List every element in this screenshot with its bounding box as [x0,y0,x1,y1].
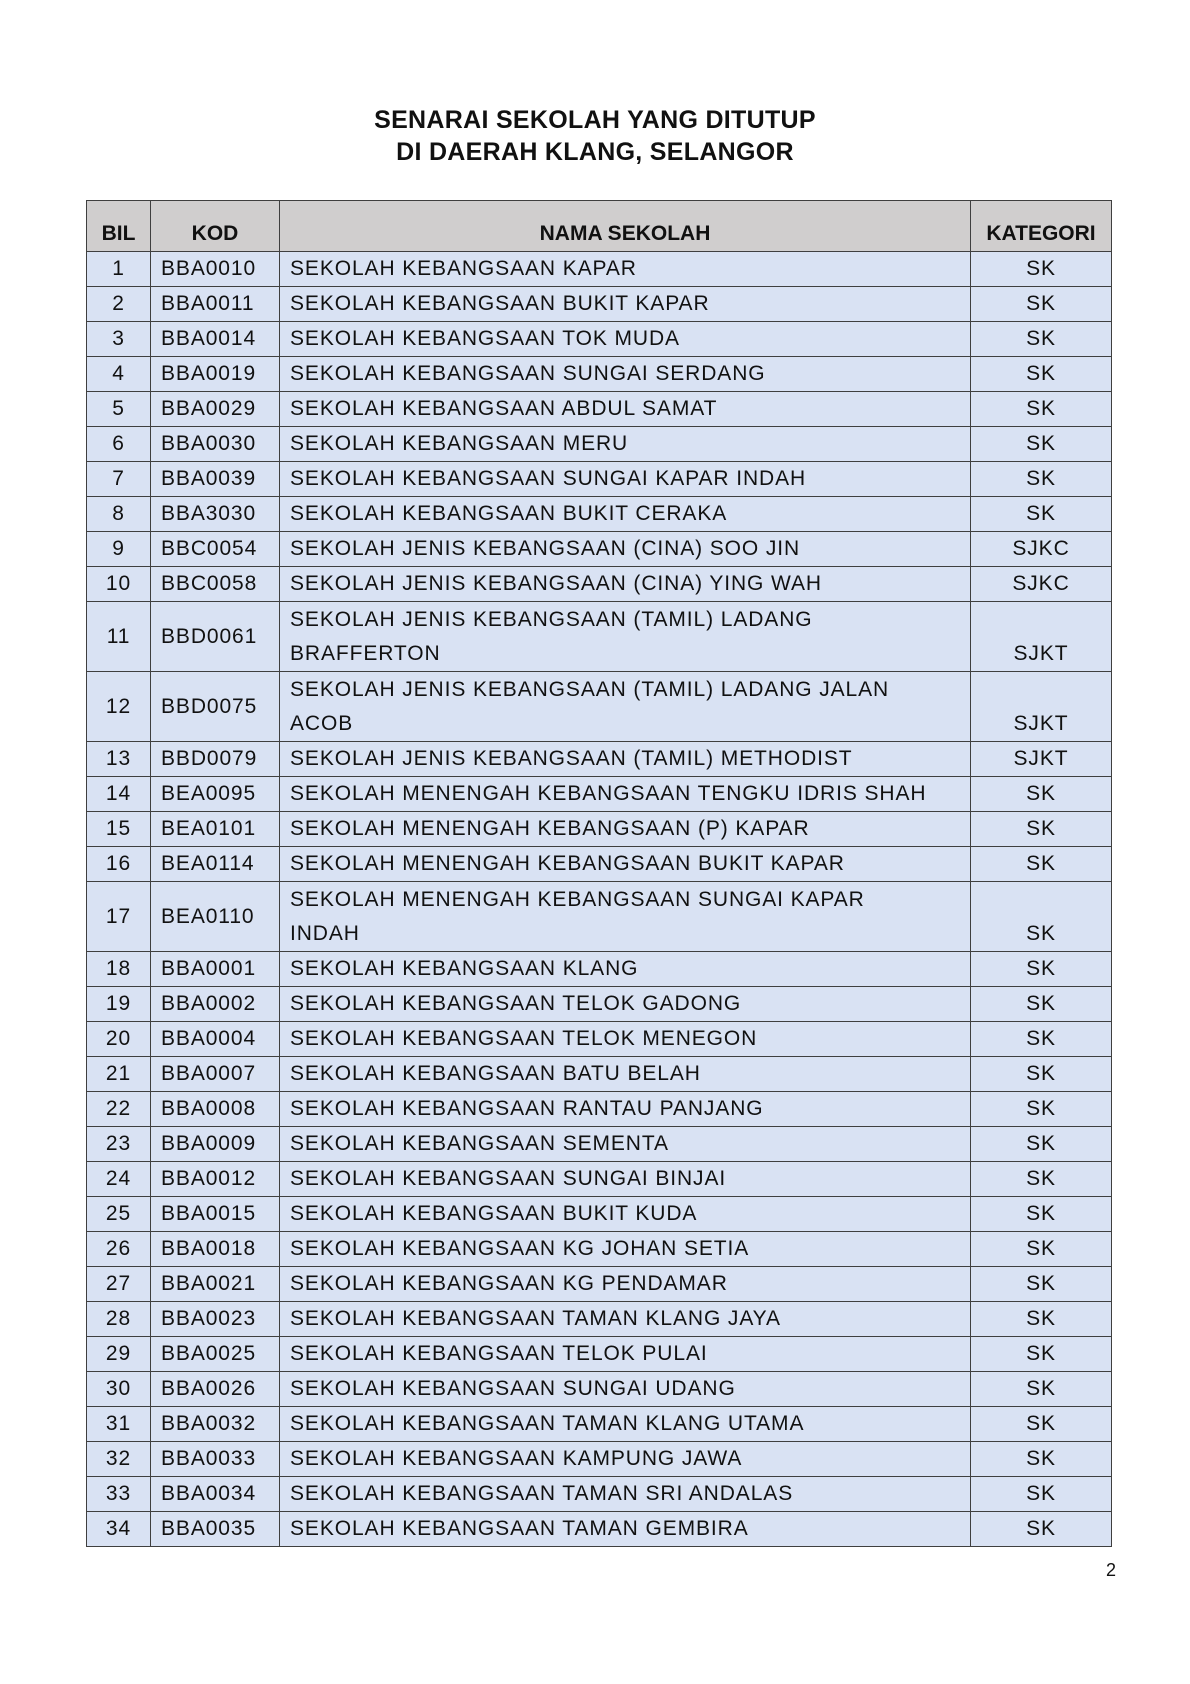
document-title-line-1: SENARAI SEKOLAH YANG DITUTUP [374,106,816,134]
kategori-cell: SJKT [971,742,1112,777]
bil-cell: 31 [87,1407,151,1442]
nama-sekolah-line: SEKOLAH KEBANGSAAN SUNGAI KAPAR INDAH [290,467,807,490]
kod-cell: BBA0004 [151,1022,280,1057]
bil-cell: 6 [87,427,151,462]
bil-cell: 24 [87,1162,151,1197]
kategori-cell: SK [971,497,1112,532]
table-row [87,812,1112,847]
kategori-cell: SK [971,462,1112,497]
bil-cell: 8 [87,497,151,532]
nama-sekolah-cell [280,567,971,602]
bil-cell: 1 [87,252,151,287]
nama-sekolah-line: SEKOLAH JENIS KEBANGSAAN (TAMIL) LADANG JALAN [290,677,890,701]
kategori-cell: SK [971,882,1112,952]
nama-sekolah-line: SEKOLAH KEBANGSAAN SUNGAI UDANG [290,1377,736,1400]
nama-sekolah-line: SEKOLAH KEBANGSAAN BUKIT CERAKA [290,502,728,525]
nama-sekolah-line: SEKOLAH KEBANGSAAN RANTAU PANJANG [290,1097,764,1120]
bil-cell: 21 [87,1057,151,1092]
kod-cell: BBD0061 [151,602,280,672]
table-row [87,742,1112,777]
table-row [87,602,1112,672]
nama-sekolah-cell [280,1197,971,1232]
table-row [87,1092,1112,1127]
kategori-cell: SK [971,777,1112,812]
bil-cell: 18 [87,952,151,987]
bil-cell: 16 [87,847,151,882]
nama-sekolah-cell [280,1162,971,1197]
nama-sekolah-cell [280,1232,971,1267]
nama-sekolah-cell [280,1022,971,1057]
kategori-cell: SK [971,1512,1112,1547]
nama-sekolah-cell [280,357,971,392]
nama-sekolah-cell [280,1442,971,1477]
nama-sekolah-cell [280,672,971,742]
kategori-cell: SK [971,1267,1112,1302]
table-row [87,392,1112,427]
header-nama-sekolah: NAMA SEKOLAH [280,201,971,252]
table-row [87,1302,1112,1337]
nama-sekolah-line: SEKOLAH KEBANGSAAN BUKIT KUDA [290,1202,698,1225]
nama-sekolah-line: SEKOLAH KEBANGSAAN MERU [290,432,629,455]
nama-sekolah-line: SEKOLAH MENENGAH KEBANGSAAN (P) KAPAR [290,817,810,840]
table-row [87,1267,1112,1302]
nama-sekolah-cell [280,987,971,1022]
nama-sekolah-cell [280,392,971,427]
kategori-cell: SK [971,1442,1112,1477]
kod-cell: BBA0002 [151,987,280,1022]
nama-sekolah-line: SEKOLAH JENIS KEBANGSAAN (CINA) YING WAH [290,572,822,595]
nama-sekolah-cell [280,602,971,672]
table-header [87,201,1112,252]
kod-cell: BBA0030 [151,427,280,462]
bil-cell: 5 [87,392,151,427]
kategori-cell: SK [971,952,1112,987]
kategori-cell: SK [971,1337,1112,1372]
kod-cell: BBA0008 [151,1092,280,1127]
kod-cell: BBA0014 [151,322,280,357]
kod-cell: BBA0011 [151,287,280,322]
kod-cell: BBA0012 [151,1162,280,1197]
kod-cell: BBD0079 [151,742,280,777]
nama-sekolah-line: SEKOLAH KEBANGSAAN TAMAN GEMBIRA [290,1517,749,1540]
bil-cell: 22 [87,1092,151,1127]
bil-cell: 12 [87,672,151,742]
kategori-cell: SK [971,1022,1112,1057]
nama-sekolah-cell [280,1267,971,1302]
table-row [87,1127,1112,1162]
nama-sekolah-line: SEKOLAH MENENGAH KEBANGSAAN SUNGAI KAPAR [290,887,865,911]
kategori-cell: SJKT [971,602,1112,672]
kategori-cell: SK [971,987,1112,1022]
table-row [87,497,1112,532]
nama-sekolah-line: SEKOLAH KEBANGSAAN TELOK GADONG [290,992,742,1015]
nama-sekolah-line: SEKOLAH KEBANGSAAN SUNGAI BINJAI [290,1167,727,1190]
kod-cell: BEA0101 [151,812,280,847]
kategori-cell: SK [971,1232,1112,1267]
table-row [87,252,1112,287]
kategori-cell: SK [971,1092,1112,1127]
kod-cell: BBA0029 [151,392,280,427]
kategori-cell: SK [971,1407,1112,1442]
bil-cell: 14 [87,777,151,812]
kategori-cell: SK [971,427,1112,462]
school-table [86,200,1112,1547]
table-row [87,847,1112,882]
nama-sekolah-line: ACOB [290,711,354,735]
bil-cell: 2 [87,287,151,322]
nama-sekolah-line: SEKOLAH MENENGAH KEBANGSAAN BUKIT KAPAR [290,852,845,875]
bil-cell: 29 [87,1337,151,1372]
kategori-cell: SK [971,357,1112,392]
nama-sekolah-line: SEKOLAH KEBANGSAAN KG JOHAN SETIA [290,1237,750,1260]
bil-cell: 28 [87,1302,151,1337]
nama-sekolah-cell [280,952,971,987]
kategori-cell: SJKC [971,567,1112,602]
nama-sekolah-cell [280,287,971,322]
kod-cell: BEA0114 [151,847,280,882]
bil-cell: 3 [87,322,151,357]
kategori-cell: SK [971,1372,1112,1407]
kod-cell: BBA0025 [151,1337,280,1372]
kod-cell: BBC0058 [151,567,280,602]
bil-cell: 20 [87,1022,151,1057]
nama-sekolah-line: SEKOLAH KEBANGSAAN ABDUL SAMAT [290,397,718,420]
kategori-cell: SK [971,1127,1112,1162]
bil-cell: 7 [87,462,151,497]
kod-cell: BBA0032 [151,1407,280,1442]
table-row [87,462,1112,497]
nama-sekolah-line: SEKOLAH KEBANGSAAN TAMAN KLANG JAYA [290,1307,781,1330]
nama-sekolah-line: SEKOLAH JENIS KEBANGSAAN (TAMIL) METHODIST [290,747,853,770]
school-table-body [87,252,1112,1547]
kod-cell: BBA0034 [151,1477,280,1512]
nama-sekolah-cell [280,427,971,462]
table-row [87,952,1112,987]
kategori-cell: SK [971,812,1112,847]
bil-cell: 32 [87,1442,151,1477]
table-row [87,427,1112,462]
nama-sekolah-line: SEKOLAH KEBANGSAAN KAPAR [290,257,637,280]
bil-cell: 9 [87,532,151,567]
document-title-line-2: DI DAERAH KLANG, SELANGOR [396,138,794,166]
nama-sekolah-cell [280,322,971,357]
nama-sekolah-line: SEKOLAH KEBANGSAAN SEMENTA [290,1132,669,1155]
table-row [87,1337,1112,1372]
page-number: 2 [1105,1560,1116,1580]
kategori-cell: SJKT [971,672,1112,742]
table-row [87,1232,1112,1267]
kategori-cell: SJKC [971,532,1112,567]
table-row [87,532,1112,567]
kod-cell: BBA3030 [151,497,280,532]
nama-sekolah-cell [280,497,971,532]
kod-cell: BBA0021 [151,1267,280,1302]
header-kod: KOD [151,201,280,252]
bil-cell: 15 [87,812,151,847]
kod-cell: BBA0039 [151,462,280,497]
kod-cell: BBA0015 [151,1197,280,1232]
kategori-cell: SK [971,1477,1112,1512]
kategori-cell: SK [971,1162,1112,1197]
nama-sekolah-line: SEKOLAH KEBANGSAAN SUNGAI SERDANG [290,362,766,385]
kategori-cell: SK [971,847,1112,882]
nama-sekolah-cell [280,882,971,952]
table-row [87,567,1112,602]
kod-cell: BBA0033 [151,1442,280,1477]
header-kategori: KATEGORI [971,201,1112,252]
table-row [87,1512,1112,1547]
nama-sekolah-cell [280,812,971,847]
kategori-cell: SK [971,287,1112,322]
bil-cell: 26 [87,1232,151,1267]
nama-sekolah-cell [280,1057,971,1092]
nama-sekolah-cell [280,1337,971,1372]
nama-sekolah-line: SEKOLAH KEBANGSAAN TOK MUDA [290,327,680,350]
table-row [87,672,1112,742]
nama-sekolah-line: SEKOLAH JENIS KEBANGSAAN (CINA) SOO JIN [290,537,801,560]
table-row [87,987,1112,1022]
nama-sekolah-line: SEKOLAH KEBANGSAAN TELOK MENEGON [290,1027,758,1050]
table-row [87,1197,1112,1232]
header-row [87,201,1112,252]
table-row [87,1372,1112,1407]
nama-sekolah-line: SEKOLAH KEBANGSAAN BUKIT KAPAR [290,292,710,315]
bil-cell: 23 [87,1127,151,1162]
kod-cell: BBD0075 [151,672,280,742]
kategori-cell: SK [971,1057,1112,1092]
nama-sekolah-line: SEKOLAH JENIS KEBANGSAAN (TAMIL) LADANG [290,607,813,631]
kod-cell: BBA0018 [151,1232,280,1267]
kod-cell: BEA0110 [151,882,280,952]
nama-sekolah-cell [280,532,971,567]
nama-sekolah-line: SEKOLAH KEBANGSAAN BATU BELAH [290,1062,701,1085]
table-row [87,882,1112,952]
bil-cell: 11 [87,602,151,672]
kategori-cell: SK [971,1197,1112,1232]
table-row [87,777,1112,812]
nama-sekolah-line: SEKOLAH KEBANGSAAN TELOK PULAI [290,1342,708,1365]
nama-sekolah-line: SEKOLAH MENENGAH KEBANGSAAN TENGKU IDRIS SHAH [290,782,927,805]
nama-sekolah-cell [280,1372,971,1407]
nama-sekolah-cell [280,847,971,882]
bil-cell: 30 [87,1372,151,1407]
table-row [87,1442,1112,1477]
kod-cell: BBA0019 [151,357,280,392]
bil-cell: 4 [87,357,151,392]
nama-sekolah-cell [280,462,971,497]
table-row [87,1022,1112,1057]
table-row [87,287,1112,322]
kod-cell: BBA0009 [151,1127,280,1162]
nama-sekolah-line: SEKOLAH KEBANGSAAN KAMPUNG JAWA [290,1447,743,1470]
nama-sekolah-cell [280,1512,971,1547]
nama-sekolah-line: INDAH [290,921,360,945]
bil-cell: 17 [87,882,151,952]
table-row [87,1057,1112,1092]
bil-cell: 19 [87,987,151,1022]
nama-sekolah-line: SEKOLAH KEBANGSAAN TAMAN SRI ANDALAS [290,1482,794,1505]
kod-cell: BBC0054 [151,532,280,567]
bil-cell: 13 [87,742,151,777]
bil-cell: 25 [87,1197,151,1232]
nama-sekolah-line: BRAFFERTON [290,641,441,665]
nama-sekolah-cell [280,777,971,812]
nama-sekolah-cell [280,252,971,287]
table-row [87,322,1112,357]
nama-sekolah-cell [280,1302,971,1337]
header-bil: BIL [87,201,151,252]
table-row [87,1162,1112,1197]
nama-sekolah-cell [280,1092,971,1127]
kod-cell: BBA0035 [151,1512,280,1547]
nama-sekolah-cell [280,742,971,777]
kod-cell: BBA0026 [151,1372,280,1407]
table-row [87,1407,1112,1442]
kod-cell: BEA0095 [151,777,280,812]
kod-cell: BBA0001 [151,952,280,987]
nama-sekolah-line: SEKOLAH KEBANGSAAN KG PENDAMAR [290,1272,728,1295]
nama-sekolah-cell [280,1477,971,1512]
table-row [87,357,1112,392]
nama-sekolah-cell [280,1127,971,1162]
nama-sekolah-cell [280,1407,971,1442]
nama-sekolah-line: SEKOLAH KEBANGSAAN TAMAN KLANG UTAMA [290,1412,805,1435]
kod-cell: BBA0023 [151,1302,280,1337]
kod-cell: BBA0010 [151,252,280,287]
bil-cell: 33 [87,1477,151,1512]
table-row [87,1477,1112,1512]
nama-sekolah-line: SEKOLAH KEBANGSAAN KLANG [290,957,639,980]
kategori-cell: SK [971,322,1112,357]
kod-cell: BBA0007 [151,1057,280,1092]
kategori-cell: SK [971,252,1112,287]
kategori-cell: SK [971,1302,1112,1337]
bil-cell: 27 [87,1267,151,1302]
kategori-cell: SK [971,392,1112,427]
bil-cell: 10 [87,567,151,602]
bil-cell: 34 [87,1512,151,1547]
